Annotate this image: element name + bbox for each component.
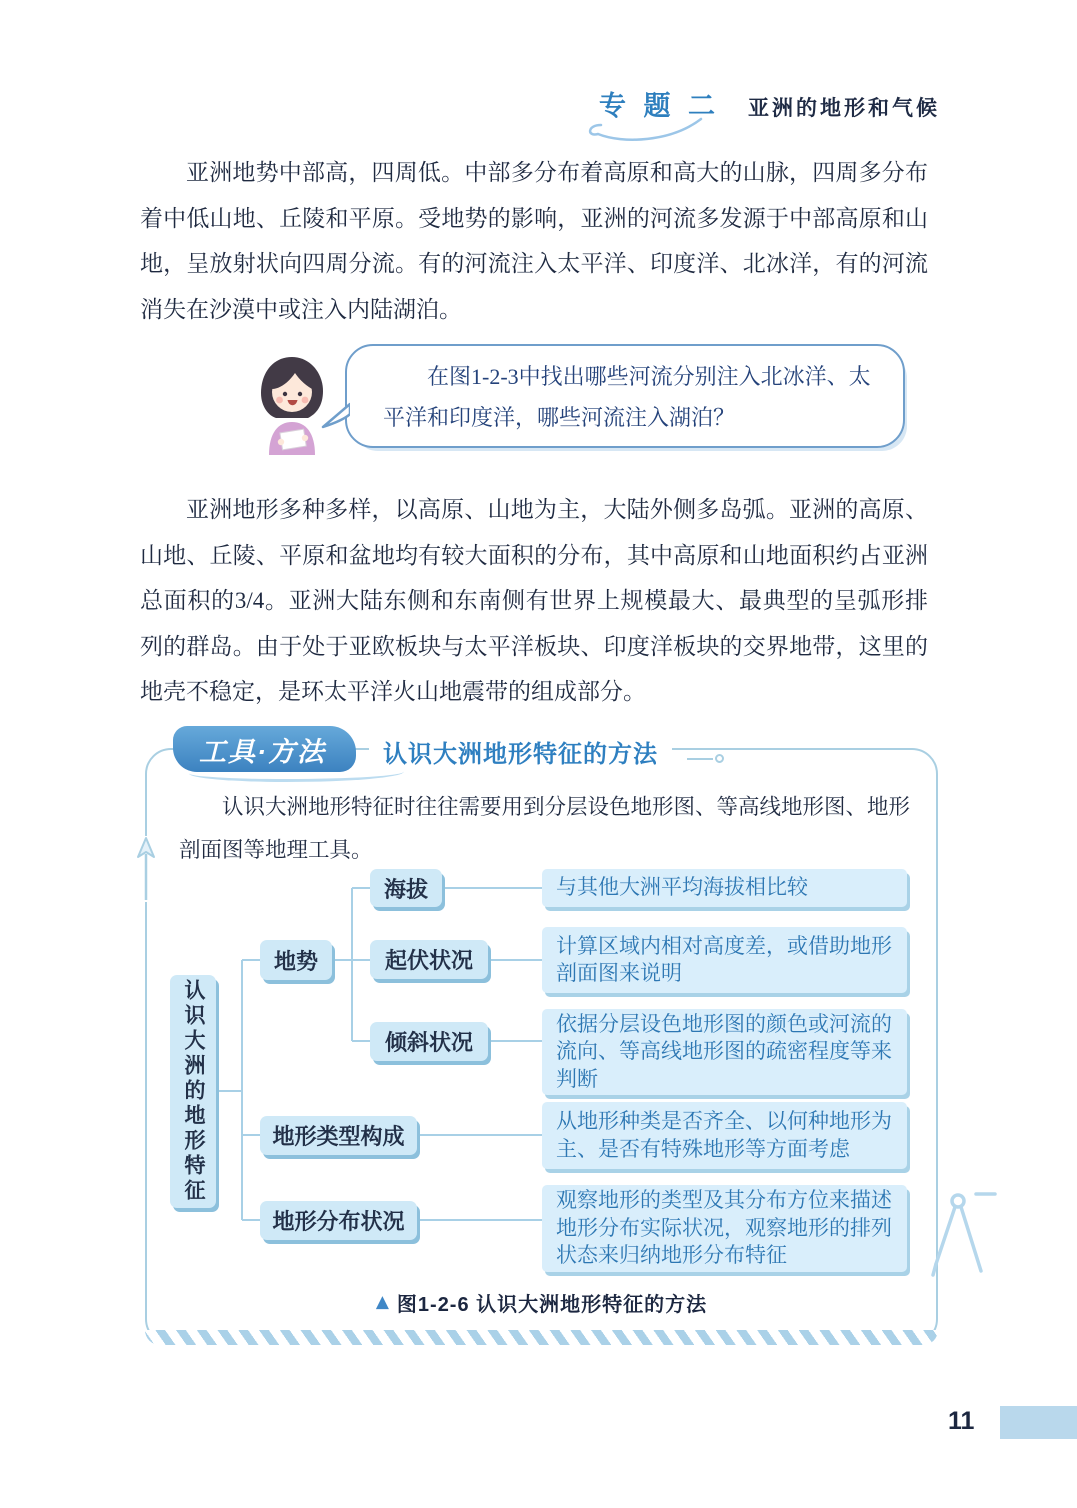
discussion-question: 在图1-2-3中找出哪些河流分别注入北冰洋、太平洋和印度洋，哪些河流注入湖泊？ <box>383 364 871 430</box>
diagram-desc-elevation: 与其他大洲平均海拔相比较 <box>542 869 907 907</box>
figure-marker-icon: ▲ <box>375 1292 389 1312</box>
diagram-node-landform-types: 地形类型构成 <box>260 1116 417 1155</box>
tools-methods-tag <box>173 726 356 772</box>
tools-methods-tag-label: 工具·方法 <box>199 736 326 767</box>
diagram-node-slope: 倾斜状况 <box>370 1022 488 1061</box>
diagram-node-terrain: 地势 <box>260 940 332 980</box>
page-number: 11 <box>948 1407 975 1435</box>
swoosh-underline-icon <box>583 113 709 141</box>
page-header <box>0 84 940 129</box>
diagram-root-node <box>170 975 216 1208</box>
figure-caption-text: 图1-2-6 认识大洲地形特征的方法 <box>396 1294 708 1316</box>
diagram-desc-landform-types: 从地形种类是否齐全、以何种地形为主、是否有特殊地形等方面考虑 <box>542 1102 907 1169</box>
chapter-title: 亚洲的地形和气候 <box>748 96 940 120</box>
diagram-root-label: 认识大洲的地形特征 <box>182 979 205 1204</box>
box-intro-text: 认识大洲地形特征时往往需要用到分层设色地形图、等高线地形图、地形剖面图等地理工具。 <box>179 795 911 862</box>
box-bottom-stripes <box>145 1330 938 1345</box>
paragraph-landform-types: 亚洲地形多种多样，以高原、山地为主，大陆外侧多岛弧。亚洲的高原、山地、丘陵、平原和盆地均有较大面积的分布，其中高原和山地面积约占亚洲总面积的3/4。亚洲大陆东侧和东南侧有世界上规模最大、最典型的呈弧形排列的群岛。由于处于亚欧板块与太平洋板块、印度洋板块的交界地带，这里的地壳不稳定，是环太平洋火山地震带的组成部分。 <box>140 497 928 704</box>
concept-diagram <box>167 865 922 1277</box>
diagram-node-landform-distribution: 地形分布状况 <box>260 1201 417 1240</box>
figure-caption <box>147 1288 936 1317</box>
tools-methods-box <box>145 736 938 1345</box>
diagram-desc-landform-distribution: 观察地形的类型及其分布方位来描述地形分布实际状况，观察地形的排列状态来归纳地形分布特征 <box>542 1185 907 1272</box>
diagram-node-elevation: 海拔 <box>370 869 442 907</box>
diagram-desc-slope: 依据分层设色地形图的颜色或河流的流向、等高线地形图的疏密程度等来判断 <box>542 1009 907 1095</box>
speech-bubble <box>345 344 905 448</box>
paragraph-terrain-overview: 亚洲地势中部高，四周低。中部多分布着高原和高大的山脉，四周多分布着中低山地、丘陵和平原。受地势的影响，亚洲的河流多发源于中部高原和山地，呈放射状向四周分流。有的河流注入太平洋、印度洋、北冰洋，有的河流消失在沙漠中或注入内陆湖泊。 <box>140 160 928 322</box>
title-connector-decoration <box>687 754 724 763</box>
decoration-ring-icon <box>715 754 724 763</box>
topic-badge <box>595 84 724 129</box>
box-title: 认识大洲地形特征的方法 <box>369 734 672 769</box>
decoration-line <box>687 758 713 760</box>
speech-bubble-tail <box>320 402 350 430</box>
topic-badge-label: 专 题 二 <box>598 91 720 121</box>
diagram-node-relief: 起伏状况 <box>370 940 488 979</box>
up-arrow-decoration-icon <box>133 836 159 902</box>
diagram-desc-relief: 计算区域内相对高度差，或借助地形剖面图来说明 <box>542 927 907 993</box>
compass-decoration-icon <box>924 1188 998 1280</box>
page-number-bar <box>1000 1406 1077 1439</box>
